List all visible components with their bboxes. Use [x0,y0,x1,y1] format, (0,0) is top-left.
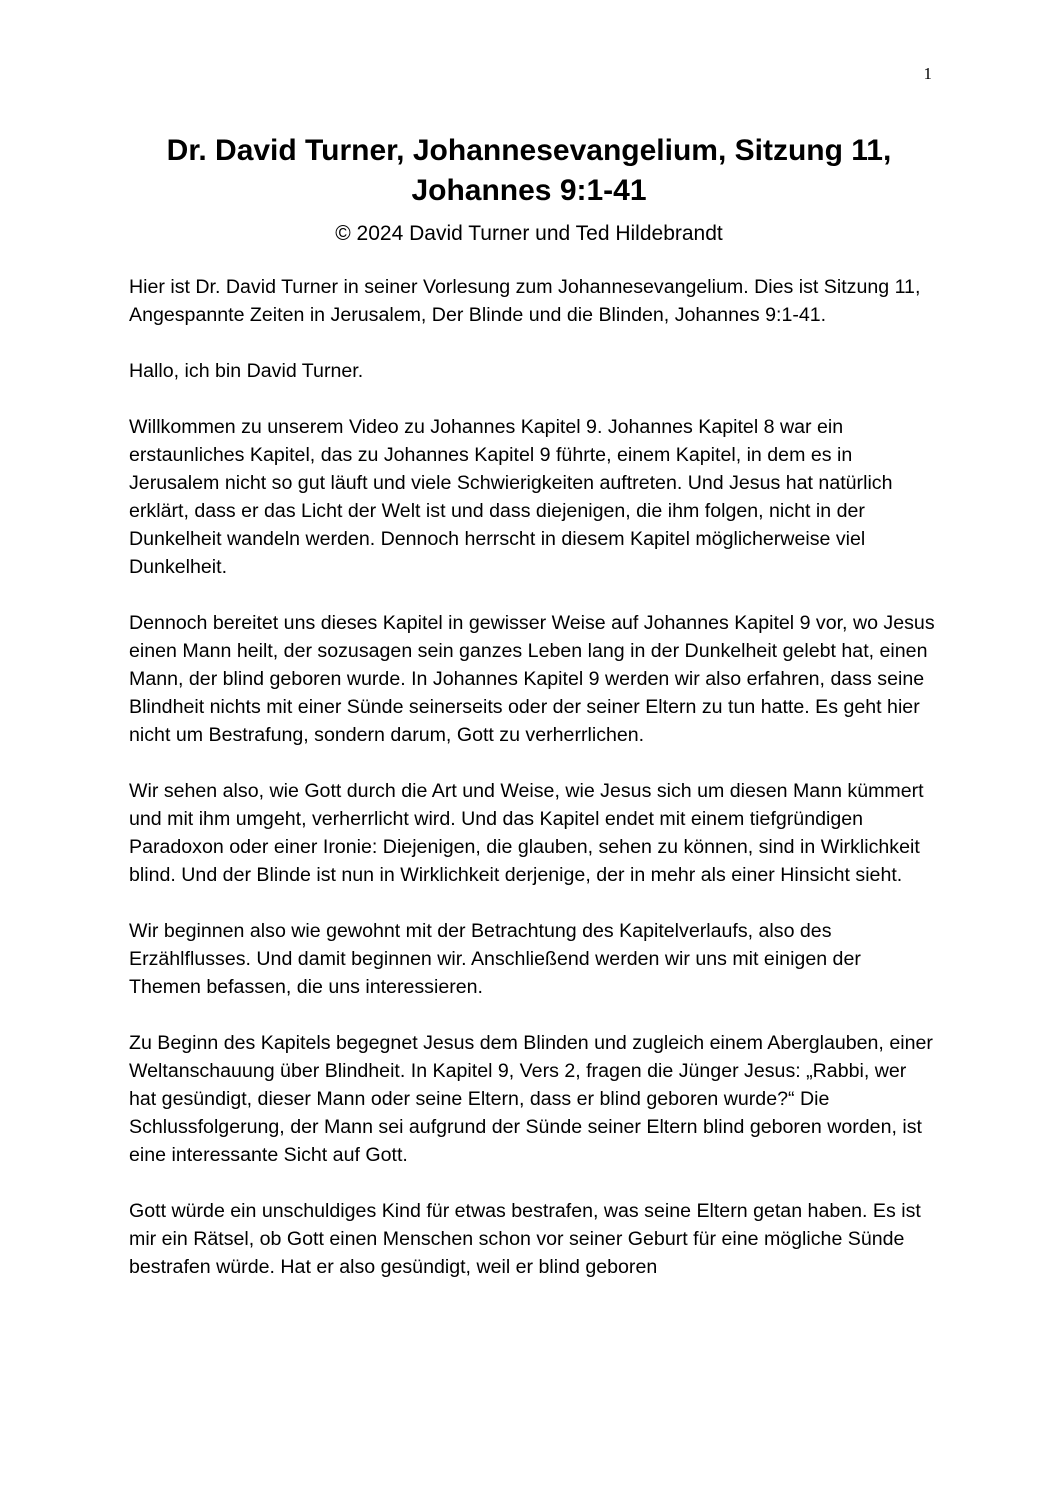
paragraph-punishment: Gott würde ein unschuldiges Kind für etwas bestrafen, was seine Eltern getan haben. Es ist mir ein Rätsel, ob Gott einen Menschen schon vor seiner Geburt für eine mögliche Sünde bestrafen würde. Hat er also gesündigt, weil er blind geboren [129,1200,921,1278]
page-title: Dr. David Turner, Johannesevangelium, Sitzung 11, Johannes 9:1-41 [166,134,892,207]
paragraph-chapter-preparation: Dennoch bereitet uns dieses Kapitel in gewisser Weise auf Johannes Kapitel 9 vor, wo Jesus einen Mann heilt, der sozusagen sein ganzes Leben lang in der Dunkelheit gelebt hat, einen Mann, der blind geboren wurde. In Johannes Kapitel 9 werden wir also erfahren, dass seine Blindheit nichts mit einer Sünde seinerseits oder der seiner Eltern zu tun hatte. Es geht hier nicht um Bestrafung, sondern darum, Gott zu verherrlichen. [129,612,935,746]
paragraph-greeting: Hallo, ich bin David Turner. [129,360,364,382]
paragraph-glorification: Wir sehen also, wie Gott durch die Art und Weise, wie Jesus sich um diesen Mann kümmert und mit ihm umgeht, verherrlicht wird. Und das Kapitel endet mit einem tiefgründigen Paradoxon oder einer Ironie: Diejenigen, die glauben, sehen zu können, sind in Wirklichkeit blind. Und der Blinde ist nun in Wirklichkeit derjenige, der in mehr als einer Hinsicht sieht. [129,780,924,886]
paragraph-approach: Wir beginnen also wie gewohnt mit der Betrachtung des Kapitelverlaufs, also des Erzählflusses. Und damit beginnen wir. Anschließend werden wir uns mit einigen der Themen befassen, die uns interessieren. [129,920,861,998]
paragraph-superstition: Zu Beginn des Kapitels begegnet Jesus dem Blinden und zugleich einem Aberglauben, einer Weltanschauung über Blindheit. In Kapitel 9, Vers 2, fragen die Jünger Jesus: „Rabbi, wer hat gesündigt, dieser Mann oder seine Eltern, dass er blind geboren wurde?“ Die Schlussfolgerung, der Mann sei aufgrund der Sünde seiner Eltern blind geboren worden, ist eine interessante Sicht auf Gott. [129,1032,933,1166]
page-number: 1 [923,64,932,83]
copyright-line: © 2024 David Turner und Ted Hildebrandt [335,222,723,245]
body-text [129,273,937,1309]
paragraph-intro: Hier ist Dr. David Turner in seiner Vorlesung zum Johannesevangelium. Dies ist Sitzung 11, Angespannte Zeiten in Jerusalem, Der Blinde und die Blinden, Johannes 9:1-41. [129,276,921,326]
paragraph-welcome: Willkommen zu unserem Video zu Johannes Kapitel 9. Johannes Kapitel 8 war ein erstaunliches Kapitel, das zu Johannes Kapitel 9 führte, einem Kapitel, in dem es in Jerusalem nicht so gut läuft und viele Schwierigkeiten auftreten. Und Jesus hat natürlich erklärt, dass er das Licht der Welt ist und dass diejenigen, die ihm folgen, nicht in der Dunkelheit wandeln werden. Dennoch herrscht in diesem Kapitel möglicherweise viel Dunkelheit. [129,416,893,578]
